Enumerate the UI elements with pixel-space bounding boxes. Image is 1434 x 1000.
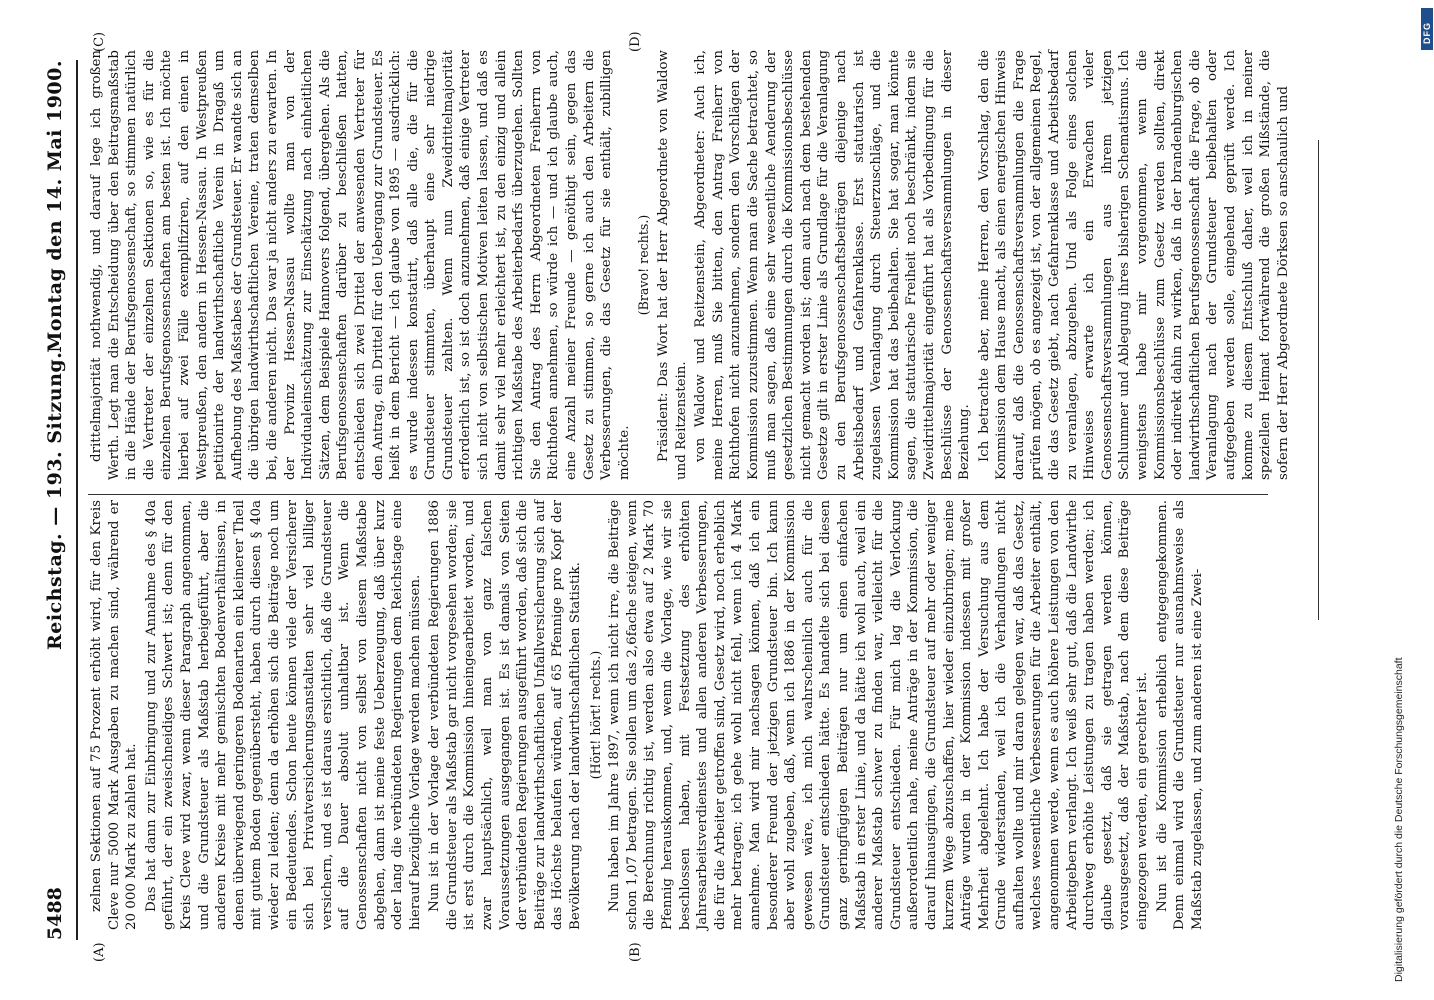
paragraph: Nun ist die Kommission erheblich entgegengekommen. Denn einmal wird die Grundsteuer nur ausnahmsweise als Maßstab zugelassen, und zum anderen ist eine Zwei- <box>1154 500 1205 930</box>
digitization-credit: Digitalisierung gefördert durch die Deutsche Forschungsgemeinschaft <box>1393 657 1405 982</box>
paragraph: drittelmajorität nothwendig, und darauf lege ich großen Werth. Legt man die Entscheidung über den Beitragsmaßstab in die Hände der Berufsgenossenschaft, so stimmen natürlich die Vertreter der einzelnen Sektionen so, wie es für die einzelnen Berufsgenossenschaften am besten ist. Ich möchte hierbei auf zwei Fälle exemplifiziren, auf den einen in Westpreußen, den andern in Hessen-Nassau. In Westpreußen petitionirte der landwirthschaftliche Verein in Dragaß um Aufhebung des Maßstabes der Grundsteuer. Er wandte sich an die übrigen landwirthschaftlichen Vereine, traten demselben bei, die anderen nicht. Das war ja nicht anders zu erwarten. In der Provinz Hessen-Nassau wollte man von der Individualeinschätzung zur Einschätzung nach einheitlichen Sätzen, dem Beispiele Hannovers folgend, übergehen. Als die Berufsgenossenschaften darüber zu beschließen hatten, entschieden sich zwei Drittel der anwesenden Vertreter für den Antrag, ein Drittel für den Uebergang zur Grundsteuer. Es heißt in dem Bericht — ich glaube von 1895 — ausdrücklich: es wurde indessen konstatirt, daß alle die, die für die Grundsteuer stimmten, überhaupt eine sehr niedrige Grundsteuer zahlten. Wenn nun Zweidrittelmajorität erforderlich ist, so ist doch anzunehmen, daß einige Vertreter sich nicht von selbstischen Motiven leiten lassen, und daß es damit sehr viel mehr erleichtert ist, zu den einzig und allein richtigen Maßstabe des Arbeiterbedarfs überzugehen. Sollten Sie den Antrag des Herrn Abgeordneten Freiherrn von Richthofen annehmen, so würde ich — und ich glaube auch, eine Anzahl meiner Freunde — genöthigt sein, gegen das Gesetz zu stimmen, so gerne ich auch den Arbeitern die Verbesserungen, die das Gesetz für sie enthält, zubilligen möchte. <box>89 50 632 480</box>
page-number: 5488 <box>44 887 66 940</box>
dfg-logo <box>1421 8 1433 50</box>
margin-marker-d: (D) <box>628 31 643 52</box>
left-column <box>88 500 1268 930</box>
interjection: (Bravo! rechts.) <box>636 214 652 316</box>
speaker-intro: Präsident: Das Wort hat der Herr Abgeordnete von Waldow und Reitzenstein. <box>656 50 689 480</box>
paragraph: Nun ist in der Vorlage der verbündeten Regierungen 1886 die Grundsteuer als Maßstab gar nicht vorgesehen worden; sie ist erst durch die Kommission hineingearbeitet worden, und zwar hauptsächlich, weil man von ganz falschen Voraussetzungen ausgegangen ist. Es ist damals von Seiten der verbündeten Regierungen ausgeführt worden, daß sich die Beiträge zur landwirthschaftlichen Unfallversicherung sich auf das Höchste belaufen würden, auf 65 Pfennige pro Kopf der Bevölkerung nach der landwirthschaftlichen Statistik. <box>427 500 584 930</box>
margin-marker-c: (C) <box>92 31 107 52</box>
paragraph: Nun haben im Jahre 1897, wenn ich nicht irre, die Beiträge schon 1,07 betragen. Sie sollen um das 2,6fache steigen, wenn die Berechnung richtig ist, werden also etwa auf 2 Mark 70 Pfennig herauskommen, und, wenn die Vorlage, wie wir sie beschlossen haben, mit Festsetzung des erhöhten Jahresarbeitsverdienstes und allen anderen Verbesserungen, die für die Arbeiter getroffen sind, Gesetz wird, noch erheblich mehr betragen; ich gehe wohl nicht fehl, wenn ich 4 Mark annehme. Man wird mir nachsagen können, daß ich ein besonderer Freund der jetzigen Grundsteuer bin. Ich kann aber wohl zugeben, daß, wenn ich 1886 in der Kommission gewesen wäre, ich mich wahrscheinlich auch für die Grundsteuer entschieden hätte. Es handelte sich bei diesen ganz geringfügigen Beiträgen nur um einen einfachen Maßstab in erster Linie, und da hätte ich wohl auch, weil ein anderer Maßstab schwer zu finden war, vielleicht für die Grundsteuer entschieden. Für mich lag die Verlockung außerordentlich nahe, meine Anträge in der Kommission, die darauf hinausgingen, die Grundsteuer auf mehr oder weniger kurzem Wege abzuschaffen, hier wieder einzubringen; meine Anträge wurden in der Kommission indessen mit großer Mehrheit abgelehnt. Ich habe der Versuchung aus dem Grunde widerstanden, weil ich die Verhandlungen nicht aufhalten wollte und mir daran gelegen war, daß das Gesetz, welches wesentliche Verbesserungen für die Arbeiter enthält, angenommen werde, wenn es auch höhere Leistungen von den Arbeitgebern verlangt. Ich weiß sehr gut, daß die Landwirthe durchweg erhöhte Leistungen zu tragen haben werden; ich glaube gesetzt, daß sie getragen werden können, vorausgesetzt, daß der Maßstab, nach dem diese Beiträge eingezogen werden, ein gerechter ist. <box>607 500 1151 930</box>
header-rule <box>76 60 78 940</box>
session-title: Reichstag. — 193. Sitzung. <box>44 351 66 650</box>
margin-marker-a: (A) <box>92 942 107 962</box>
footer-rule <box>1318 140 1319 620</box>
dfg-logo-text: DFG <box>1422 22 1432 44</box>
paragraph: Das hat dann zur Einbringung und zur Annahme des § 40a geführt, der ein zweischneidiges Schwert ist; denn für den Kreis Cleve wird zwar, wenn dieser Paragraph angenommen, und die Grundsteuer als Maßstab herbeigeführt, aber die anderen Kreise mit mehr gemischten Bodenverhältnissen, in denen überwiegend geringeren Bodenarten ein kleinerer Theil mit gutem Boden gegenübersteht, haben durch diesen § 40a wieder zu leiden; denn da erhöhen sich die Beiträge noch um ein Bedeutendes. Schon heute können viele der Versicherer sich bei Privatversicherungsanstalten sehr viel billiger versichern, und es ist daraus ersichtlich, daß die Grundsteuer auf die Dauer absolut unhaltbar ist. Wenn die Genossenschaften nicht von selbst von diesem Maßstabe abgehen, dann ist meine feste Ueberzeugung, daß über kurz oder lang die verbündeten Regierungen dem Reichstage eine hierauf bezügliche Vorlage werden machen müssen. <box>143 500 423 930</box>
interjection: (Hört! hört! rechts.) <box>587 650 603 780</box>
paragraph: von Waldow und Reitzenstein, Abgeordneter: Auch ich, meine Herren, muß Sie bitten, den Antrag Freiherr von Richthofen nicht anzunehmen, sondern den Vorschlägen der Kommission zuzustimmen. Wenn man die Sache betrachtet, so muß man sagen, daß eine sehr wesentliche Aenderung der gesetzlichen Bestimmungen durch die Kommissionsbeschlüsse nicht gemacht worden ist; denn auch nach dem bestehenden Gesetze gilt in erster Linie als Grundlage für die Veranlagung zu den Berufsgenossenschaftsbeiträgen diejenige nach Arbeitsbedarf und Gefahrenklasse. Erst statutarisch ist zugelassen Veranlagung durch Steuerzuschläge, und die Kommission hat das beibehalten. Sie hat sogar, man könnte sagen, die statutarische Freiheit noch beschränkt, indem sie Zweidrittelmajorität eingeführt hat als Vorbedingung für die Beschlüsse der Genossenschaftsversammlungen in dieser Beziehung. <box>693 50 973 480</box>
page-header <box>44 60 72 940</box>
session-date: Montag den 14. Mai 1900. <box>44 60 66 353</box>
right-column <box>88 50 1291 480</box>
paragraph: Ich betrachte aber, meine Herren, den Vorschlag, den die Kommission dem Hause macht, als einen energischen Hinweis darauf, daß die Genossenschaftsversammlungen die Frage prüfen mögen, ob es angezeigt ist, von der allgemeinen Regel, die das Gesetz giebt, nach Gefahrenklasse und Arbeitsbedarf zu veranlagen, abzugehen. Und als Folge eines solchen Hinweises erwarte ich ein Erwachen vieler Genossenschaftsversammlungen aus ihrem jetzigen Schlummer und Ablegung ihres bisherigen Schematismus. Ich wenigstens habe mir vorgenommen, wenn die Kommissionsbeschlüsse zum Gesetz werden sollten, direkt oder indirekt dahin zu wirken, daß in der brandenburgischen landwirthschaftlichen Berufsgenossenschaft die Frage, ob die Veranlagung nach der Grundsteuer beibehalten oder aufgegeben werden solle, eingehend geprüft werde. Ich komme zu diesem Entschluß daher, weil ich in meiner speziellen Heimat fortwährend die großen Mißstände, die sofern der Herr Abgeordnete Dörksen so anschaulich und <box>976 50 1291 480</box>
margin-marker-b: (B) <box>628 942 643 962</box>
paragraph: zelnen Sektionen auf 75 Prozent erhöht wird, für den Kreis Cleve nur 5000 Mark Ausgaben zu machen sind, während er 20 000 Mark zu zahlen hat. <box>89 500 140 930</box>
credit-strip <box>1376 0 1434 1000</box>
column-divider <box>88 494 1268 495</box>
